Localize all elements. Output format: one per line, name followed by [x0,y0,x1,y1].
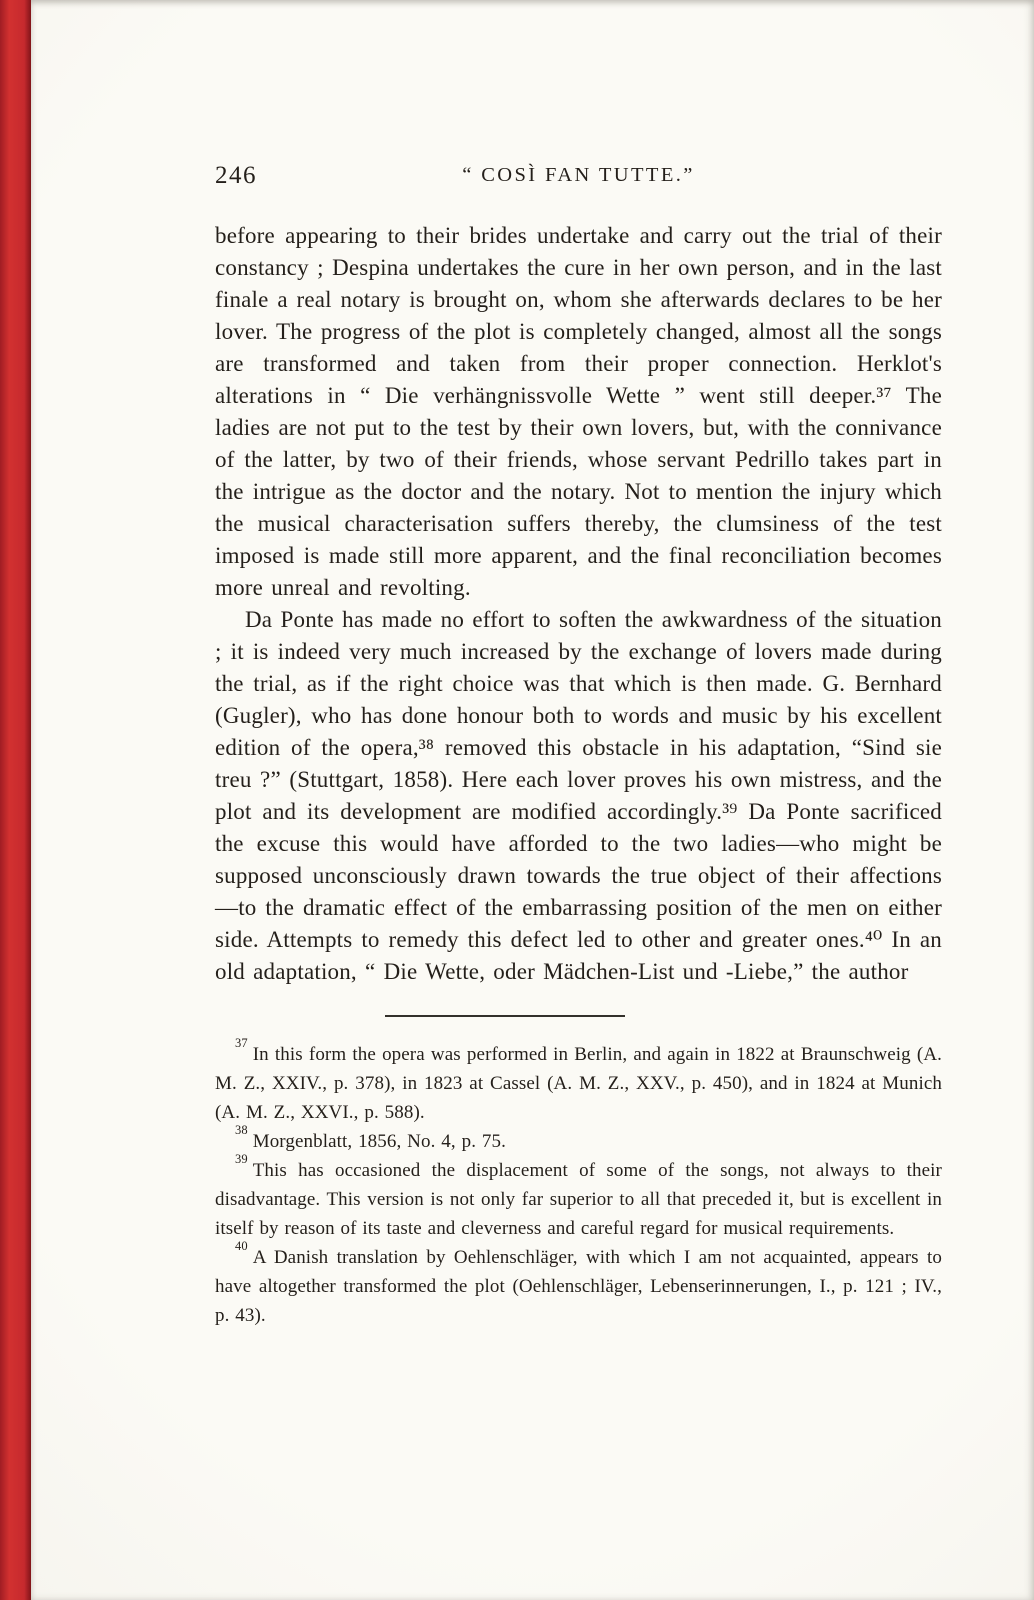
page-paper [31,0,1034,1600]
footnote [215,1151,942,1243]
footnote-marker: 38 [235,1122,248,1137]
footnote-text: A Danish translation by Oehlenschläger, with which I am not acquainted, appears to have altogether transformed the plot (Oehlenschläger, Lebenserinnerungen, I., p. 121 ; IV., p. 43). [215,1247,942,1326]
footnote-text: In this form the opera was performed in Berlin, and again in 1822 at Braunschweig (A. M. Z., XXIV., p. 378), in 1823 at Cassel (A. M. Z., XXV., p. 450), and in 1824 at Munich (A. M. Z., XXVI., p. 588). [215,1044,942,1123]
page-header [215,160,942,196]
footnote-separator [385,1015,625,1017]
footnote-text: This has occasioned the displacement of some of the songs, not always to their disadvantage. This version is not only far superior to all that preceded it, but is excellent in itself by reason of its taste and cleverness and careful regard for musical requirements. [215,1160,942,1239]
footnotes-section [215,1035,942,1330]
running-title: “ COSÌ FAN TUTTE.” [462,164,695,186]
footnote [215,1122,942,1156]
footnote-marker: 37 [235,1035,248,1050]
body-paragraph: before appearing to their brides undertake and carry out the trial of their constancy ; Despina undertakes the cure in her own person, and in the last finale a real notary is brought on, whom she afterwards declares to be her lover. The progress of the plot is completely changed, almost all the songs are transformed and taken from their proper connection. Herklot's alterations in “ Die verhängnissvolle Wette ” went still deeper.³⁷ The ladies are not put to the test by their own lovers, but, with the connivance of the latter, by two of their friends, whose servant Pedrillo takes part in the intrigue as the doctor and the notary. Not to mention the injury which the musical characterisation suffers thereby, the clumsiness of the test imposed is made still more apparent, and the final reconciliation becomes more unreal and revolting. [215,223,942,600]
book-edge-red-strip [0,0,31,1600]
footnote-marker: 39 [235,1151,248,1166]
body-paragraph: Da Ponte has made no effort to soften the awkwardness of the situation ; it is indeed very much increased by the exchange of lovers made during the trial, as if the right choice was that which is then made. G. Bernhard (Gugler), who has done honour both to words and music by his excellent edition of the opera,³⁸ removed this obstacle in his adaptation, “Sind sie treu ?” (Stuttgart, 1858). Here each lover proves his own mistress, and the plot and its development are modified accordingly.³⁹ Da Ponte sacrificed the excuse this would have afforded to the two ladies—who might be supposed unconsciously drawn towards the true object of their affections—to the dramatic effect of the embarrassing position of the men on either side. Attempts to remedy this defect led to other and greater ones.⁴⁰ In an old adaptation, “ Die Wette, oder Mädchen-List und -Liebe,” the author [215,607,942,984]
text-block [215,160,942,1330]
page-number: 246 [215,162,257,189]
footnote-marker: 40 [235,1238,248,1253]
footnote [215,1035,942,1127]
footnote [215,1238,942,1330]
footnote-text: Morgenblatt, 1856, No. 4, p. 75. [252,1131,506,1152]
